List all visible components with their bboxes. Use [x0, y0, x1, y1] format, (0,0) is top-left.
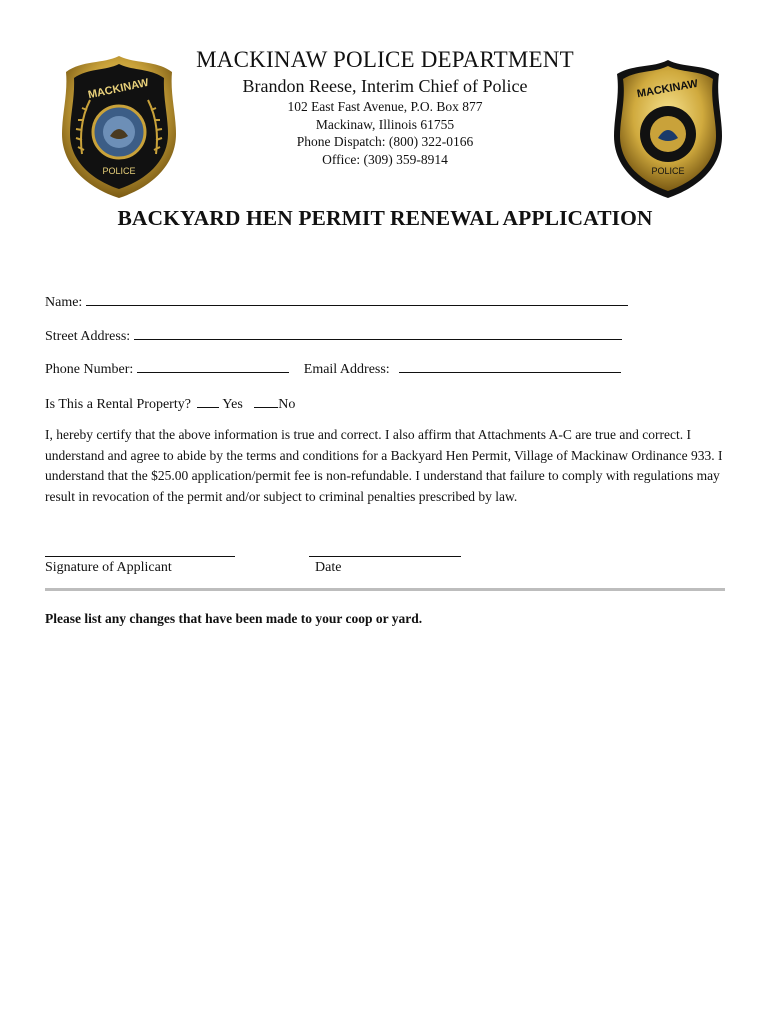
rental-row: [45, 393, 295, 413]
name-field[interactable]: [86, 291, 628, 306]
date-field[interactable]: [309, 555, 461, 557]
badge-top-text: MACKINAW: [636, 77, 699, 101]
date-label: Date: [315, 560, 342, 575]
address-line-1: 102 East Fast Avenue, P.O. Box 877: [287, 99, 483, 114]
signature-field[interactable]: [45, 555, 235, 557]
email-label: Email Address:: [303, 362, 390, 377]
rental-question: Is This a Rental Property?: [45, 397, 191, 412]
name-row: [45, 291, 628, 311]
name-label: Name:: [45, 295, 83, 310]
changes-prompt: Please list any changes that have been made to your coop or yard.: [45, 611, 423, 626]
department-name: MACKINAW POLICE DEPARTMENT: [196, 47, 574, 72]
badge-bottom-text: POLICE: [651, 166, 685, 176]
rental-yes-label: Yes: [222, 397, 243, 412]
phone-dispatch: Phone Dispatch: (800) 322-0166: [296, 134, 474, 149]
street-row: [45, 325, 622, 345]
street-address-field[interactable]: [134, 325, 622, 340]
form-title: BACKYARD HEN PERMIT RENEWAL APPLICATION: [117, 206, 653, 230]
rental-no-blank[interactable]: [254, 393, 278, 408]
badge-top-text: MACKINAW: [86, 76, 150, 102]
certification-statement: I, hereby certify that the above information is true and correct. I also affirm that Attachments A-C are true and correct. I understand and agree to abide by the terms and conditions for a Backyard Hen Permit, Village of Mackinaw Ordinance 933. I understand that the $25.00 application/permit fee is non-refundable. I understand that failure to comply with regulations may result in revocation of the permit and/or subject to criminal penalties prescribed by law.: [45, 427, 723, 504]
phone-email-row: [45, 358, 621, 378]
email-field[interactable]: [399, 358, 621, 373]
rental-yes-blank[interactable]: [197, 393, 219, 408]
phone-field[interactable]: [137, 358, 289, 373]
rental-no-label: No: [278, 397, 296, 412]
office-phone: Office: (309) 359-8914: [322, 152, 448, 167]
address-line-2: Mackinaw, Illinois 61755: [315, 117, 455, 132]
phone-label: Phone Number:: [45, 362, 134, 377]
street-label: Street Address:: [45, 329, 131, 344]
section-divider: [45, 588, 725, 591]
badge-bottom-text: POLICE: [102, 166, 136, 176]
chief-name: Brandon Reese, Interim Chief of Police: [242, 76, 528, 96]
signature-label: Signature of Applicant: [45, 560, 172, 575]
